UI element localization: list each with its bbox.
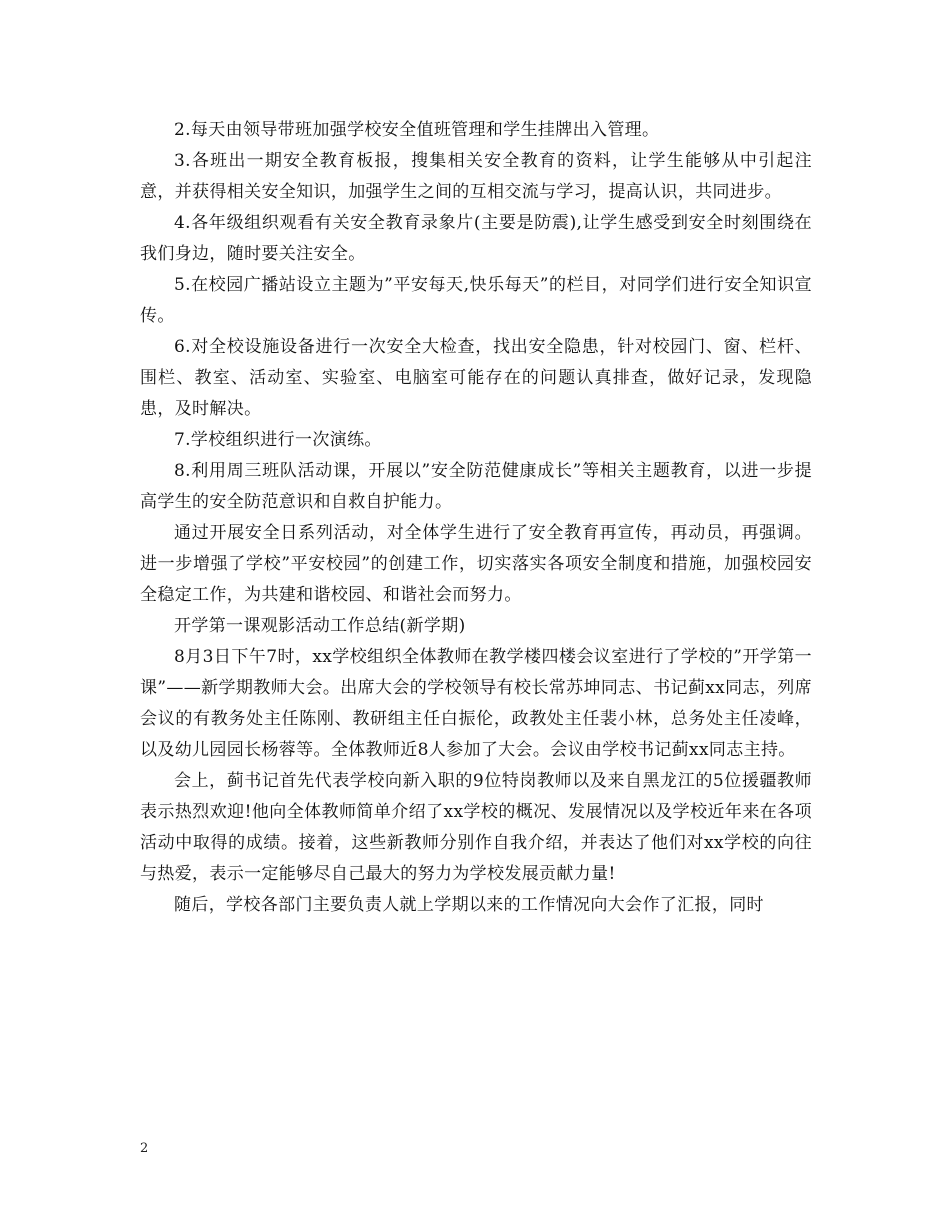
paragraph-item-3: 3.各班出一期安全教育板报，搜集相关安全教育的资料，让学生能够从中引起注意，并获得相关安全知识，加强学生之间的互相交流与学习，提高认识，共同进步。 [140, 151, 812, 202]
page-number: 2 [140, 1141, 149, 1156]
welcome-paragraph: 会上，蓟书记首先代表学校向新入职的9位特岗教师以及来自黑龙江的5位援疆教师表示热烈欢迎!他向全体教师简单介绍了xx学校的概况、发展情况以及学校近年来在各项活动中取得的成绩。接着，这些新教师分别作自我介绍，并表达了他们对xx学校的向往与热爱，表示一定能够尽自己最大的努力为学校发展贡献力量! [140, 771, 812, 884]
paragraph-item-4: 4.各年级组织观看有关安全教育录象片(主要是防震),让学生感受到安全时刻围绕在我们身边，随时要关注安全。 [140, 213, 812, 264]
meeting-paragraph: 8月3日下午7时，xx学校组织全体教师在教学楼四楼会议室进行了学校的”开学第一课”——新学期教师大会。出席大会的学校领导有校长常苏坤同志、书记蓟xx同志，列席会议的有教务处主任陈刚、教研组主任白振伦，政教处主任裴小林，总务处主任凌峰，以及幼儿园园长杨蓉等。全体教师近8人参加了大会。会议由学校书记蓟xx同志主持。 [140, 647, 812, 760]
summary-paragraph: 通过开展安全日系列活动，对全体学生进行了安全教育再宣传，再动员，再强调。进一步增强了学校”平安校园”的创建工作，切实落实各项安全制度和措施，加强校园安全稳定工作，为共建和谐校园、和谐社会而努力。 [140, 523, 812, 605]
section-title: 开学第一课观影活动工作总结(新学期) [174, 616, 466, 636]
paragraph-item-2: 2.每天由领导带班加强学校安全值班管理和学生挂牌出入管理。 [174, 120, 660, 140]
paragraph-item-5: 5.在校园广播站设立主题为”平安每天,快乐每天”的栏目，对同学们进行安全知识宣传。 [140, 275, 812, 326]
document-body [140, 115, 812, 921]
paragraph-item-7: 7.学校组织进行一次演练。 [174, 430, 382, 450]
paragraph-item-8: 8.利用周三班队活动课，开展以”安全防范健康成长”等相关主题教育，以进一步提高学生的安全防范意识和自救自护能力。 [140, 461, 812, 512]
report-paragraph: 随后，学校各部门主要负责人就上学期以来的工作情况向大会作了汇报，同时 [174, 895, 764, 915]
paragraph-item-6: 6.对全校设施设备进行一次安全大检查，找出安全隐患，针对校园门、窗、栏杆、围栏、教室、活动室、实验室、电脑室可能存在的问题认真排查，做好记录，发现隐患，及时解决。 [140, 337, 812, 419]
